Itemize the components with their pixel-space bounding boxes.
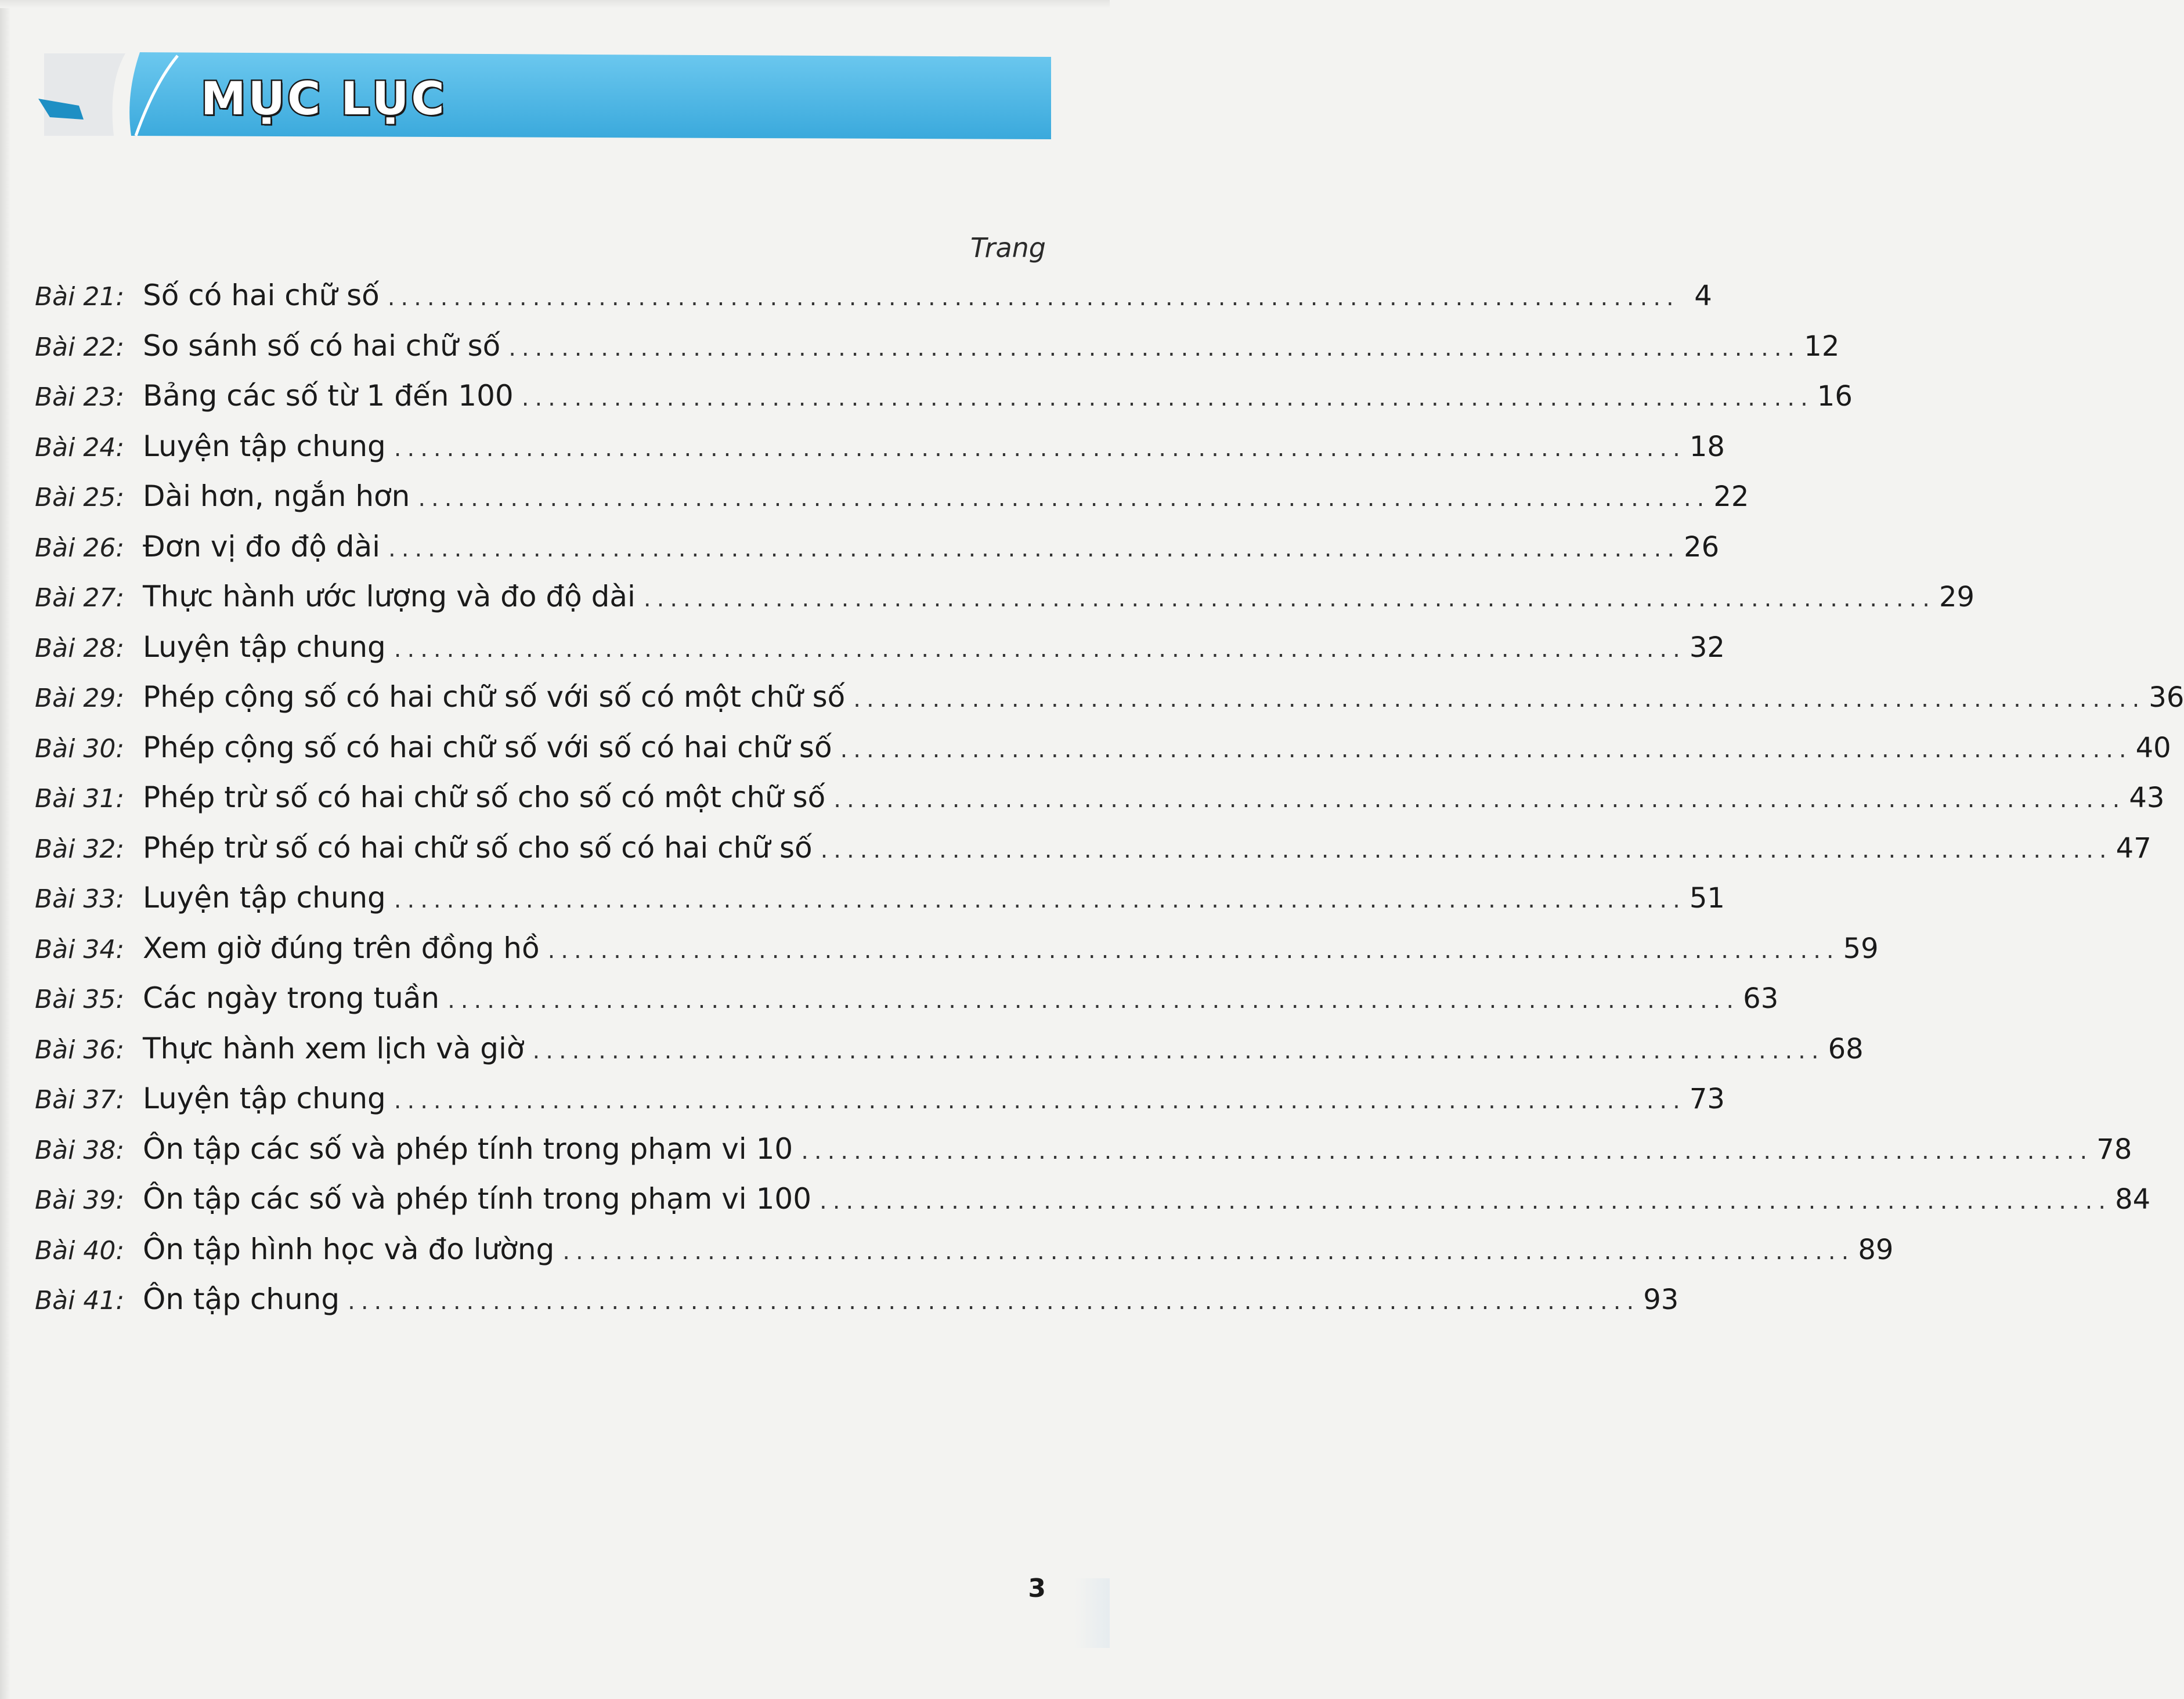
dot-leader: .................................................................................................. — [801, 1137, 2093, 1165]
dot-leader: .................................................................................................. — [643, 585, 1936, 612]
lesson-title: Phép cộng số có hai chữ số với số có một chữ số — [143, 680, 846, 714]
lesson-title: Thực hành ước lượng và đo độ dài — [143, 580, 636, 613]
page-edge-right — [1075, 1578, 1110, 1648]
lesson-number: Bài 34: — [35, 934, 125, 964]
lesson-number: Bài 26: — [35, 533, 125, 563]
lesson-page: 32 — [1689, 631, 1725, 664]
dot-leader: .................................................................................................. — [853, 686, 2146, 713]
toc-entry[interactable] — [35, 379, 1853, 429]
lesson-page: 22 — [1713, 480, 1749, 513]
lesson-page: 84 — [2115, 1183, 2151, 1216]
lesson-number: Bài 28: — [35, 633, 125, 663]
lesson-page: 18 — [1689, 430, 1725, 463]
toc-entry[interactable] — [35, 780, 2165, 831]
lesson-number: Bài 31: — [35, 784, 125, 814]
toc-entry[interactable] — [35, 981, 1779, 1032]
toc-entry[interactable] — [35, 830, 2151, 881]
title-banner — [38, 49, 1053, 147]
lesson-page: 43 — [2129, 782, 2165, 814]
lesson-number: Bài 39: — [35, 1185, 125, 1215]
dot-leader: .................................................................................................. — [418, 485, 1710, 512]
lesson-number: Bài 33: — [35, 884, 125, 914]
table-of-contents — [35, 279, 2184, 1333]
lesson-number: Bài 37: — [35, 1085, 125, 1115]
lesson-page: 16 — [1817, 380, 1853, 413]
lesson-page: 40 — [2135, 731, 2171, 764]
dot-leader: .................................................................................................. — [840, 736, 2132, 763]
lesson-page: 59 — [1843, 932, 1879, 965]
lesson-page: 29 — [1938, 581, 1975, 613]
page-title: MỤC LỤC — [201, 73, 447, 125]
toc-entry[interactable] — [35, 931, 1879, 982]
lesson-title: Phép trừ số có hai chữ số cho số có hai chữ số — [143, 830, 813, 865]
lesson-number: Bài 21: — [35, 282, 125, 312]
lesson-number: Bài 25: — [35, 483, 125, 512]
lesson-page: 4 — [1694, 280, 1712, 312]
lesson-title: Phép trừ số có hai chữ số cho số có một chữ số — [143, 780, 826, 814]
toc-entry[interactable] — [35, 479, 1749, 530]
lesson-page: 73 — [1689, 1083, 1725, 1115]
lesson-number: Bài 41: — [35, 1286, 125, 1315]
dot-leader: .................................................................................................. — [508, 334, 1801, 362]
page-shadow-left — [0, 0, 10, 1699]
toc-entry[interactable] — [35, 730, 2171, 781]
lesson-number: Bài 32: — [35, 834, 125, 864]
toc-entry[interactable] — [35, 580, 1975, 630]
dot-leader: .................................................................................................. — [833, 786, 2126, 813]
lesson-page: 93 — [1643, 1284, 1679, 1316]
lesson-title: Các ngày trong tuần — [143, 981, 440, 1015]
lesson-title: Ôn tập chung — [143, 1282, 340, 1316]
toc-entry[interactable] — [35, 1232, 1894, 1283]
toc-entry[interactable] — [35, 328, 1840, 379]
lesson-number: Bài 24: — [35, 432, 125, 462]
toc-entry[interactable] — [35, 1031, 1864, 1082]
dot-leader: .................................................................................................. — [394, 1087, 1686, 1114]
lesson-number: Bài 27: — [35, 583, 125, 613]
lesson-title: Đơn vị đo độ dài — [143, 529, 381, 563]
dot-leader: .................................................................................................. — [394, 887, 1686, 913]
dot-leader: .................................................................................................. — [521, 385, 1814, 411]
page-shadow-top — [0, 0, 1110, 8]
lesson-title: Ôn tập các số và phép tính trong phạm vi 100 — [143, 1182, 812, 1216]
toc-entry[interactable] — [35, 1282, 1679, 1333]
lesson-title: Bảng các số từ 1 đến 100 — [143, 379, 514, 413]
lesson-title: Dài hơn, ngắn hơn — [143, 479, 410, 513]
dot-leader: .................................................................................................. — [388, 535, 1681, 562]
lesson-title: Luyện tập chung — [143, 881, 386, 914]
dot-leader: .................................................................................................. — [820, 836, 2113, 863]
toc-entry[interactable] — [35, 429, 1725, 480]
lesson-number: Bài 36: — [35, 1035, 125, 1065]
dot-leader: .................................................................................................. — [532, 1037, 1825, 1064]
lesson-number: Bài 30: — [35, 733, 125, 764]
lesson-page: 89 — [1858, 1233, 1894, 1266]
dot-leader: .................................................................................................. — [348, 1288, 1640, 1315]
lesson-number: Bài 38: — [35, 1135, 125, 1165]
lesson-page: 68 — [1828, 1032, 1864, 1065]
lesson-title: Ôn tập hình học và đo lường — [143, 1232, 555, 1266]
banner-left-block — [44, 53, 125, 136]
lesson-page: 51 — [1689, 882, 1725, 914]
lesson-title: Luyện tập chung — [143, 429, 386, 463]
lesson-page: 36 — [2149, 681, 2184, 714]
toc-entry[interactable] — [35, 1132, 2132, 1183]
toc-entry[interactable] — [35, 680, 2184, 731]
dot-leader: .................................................................................................. — [394, 435, 1686, 462]
lesson-page: 63 — [1743, 982, 1779, 1015]
dot-leader: .................................................................................................. — [387, 284, 1680, 311]
lesson-title: Phép cộng số có hai chữ số với số có hai chữ số — [143, 730, 832, 764]
toc-entry[interactable] — [35, 1082, 1725, 1132]
lesson-title: Ôn tập các số và phép tính trong phạm vi 10 — [143, 1132, 793, 1166]
lesson-title: Xem giờ đúng trên đồng hồ — [143, 931, 540, 965]
lesson-number: Bài 29: — [35, 684, 125, 713]
lesson-page: 12 — [1804, 330, 1840, 363]
lesson-number: Bài 22: — [35, 332, 125, 362]
toc-entry[interactable] — [35, 630, 1725, 681]
lesson-page: 26 — [1684, 530, 1720, 563]
dot-leader: .................................................................................................. — [394, 635, 1686, 663]
lesson-title: Luyện tập chung — [143, 630, 386, 664]
lesson-title: Số có hai chữ số — [143, 279, 380, 312]
dot-leader: .................................................................................................. — [820, 1188, 2112, 1214]
lesson-number: Bài 40: — [35, 1235, 125, 1266]
lesson-page: 47 — [2116, 832, 2151, 865]
lesson-page: 78 — [2096, 1133, 2132, 1166]
lesson-number: Bài 23: — [35, 382, 125, 412]
lesson-title: So sánh số có hai chữ số — [143, 328, 501, 363]
dot-leader: .................................................................................................. — [547, 937, 1840, 964]
banner-shape — [38, 49, 1053, 147]
toc-entry[interactable] — [35, 1182, 2151, 1232]
toc-entry[interactable] — [35, 279, 1712, 329]
toc-entry[interactable] — [35, 881, 1725, 931]
page-number: 3 — [1028, 1574, 1046, 1603]
page-column-header: Trang — [970, 232, 1046, 263]
dot-leader: .................................................................................................. — [447, 987, 1740, 1014]
dot-leader: .................................................................................................. — [562, 1238, 1855, 1265]
toc-entry[interactable] — [35, 529, 1720, 580]
lesson-title: Thực hành xem lịch và giờ — [143, 1031, 525, 1065]
lesson-number: Bài 35: — [35, 985, 125, 1014]
lesson-title: Luyện tập chung — [143, 1082, 386, 1115]
